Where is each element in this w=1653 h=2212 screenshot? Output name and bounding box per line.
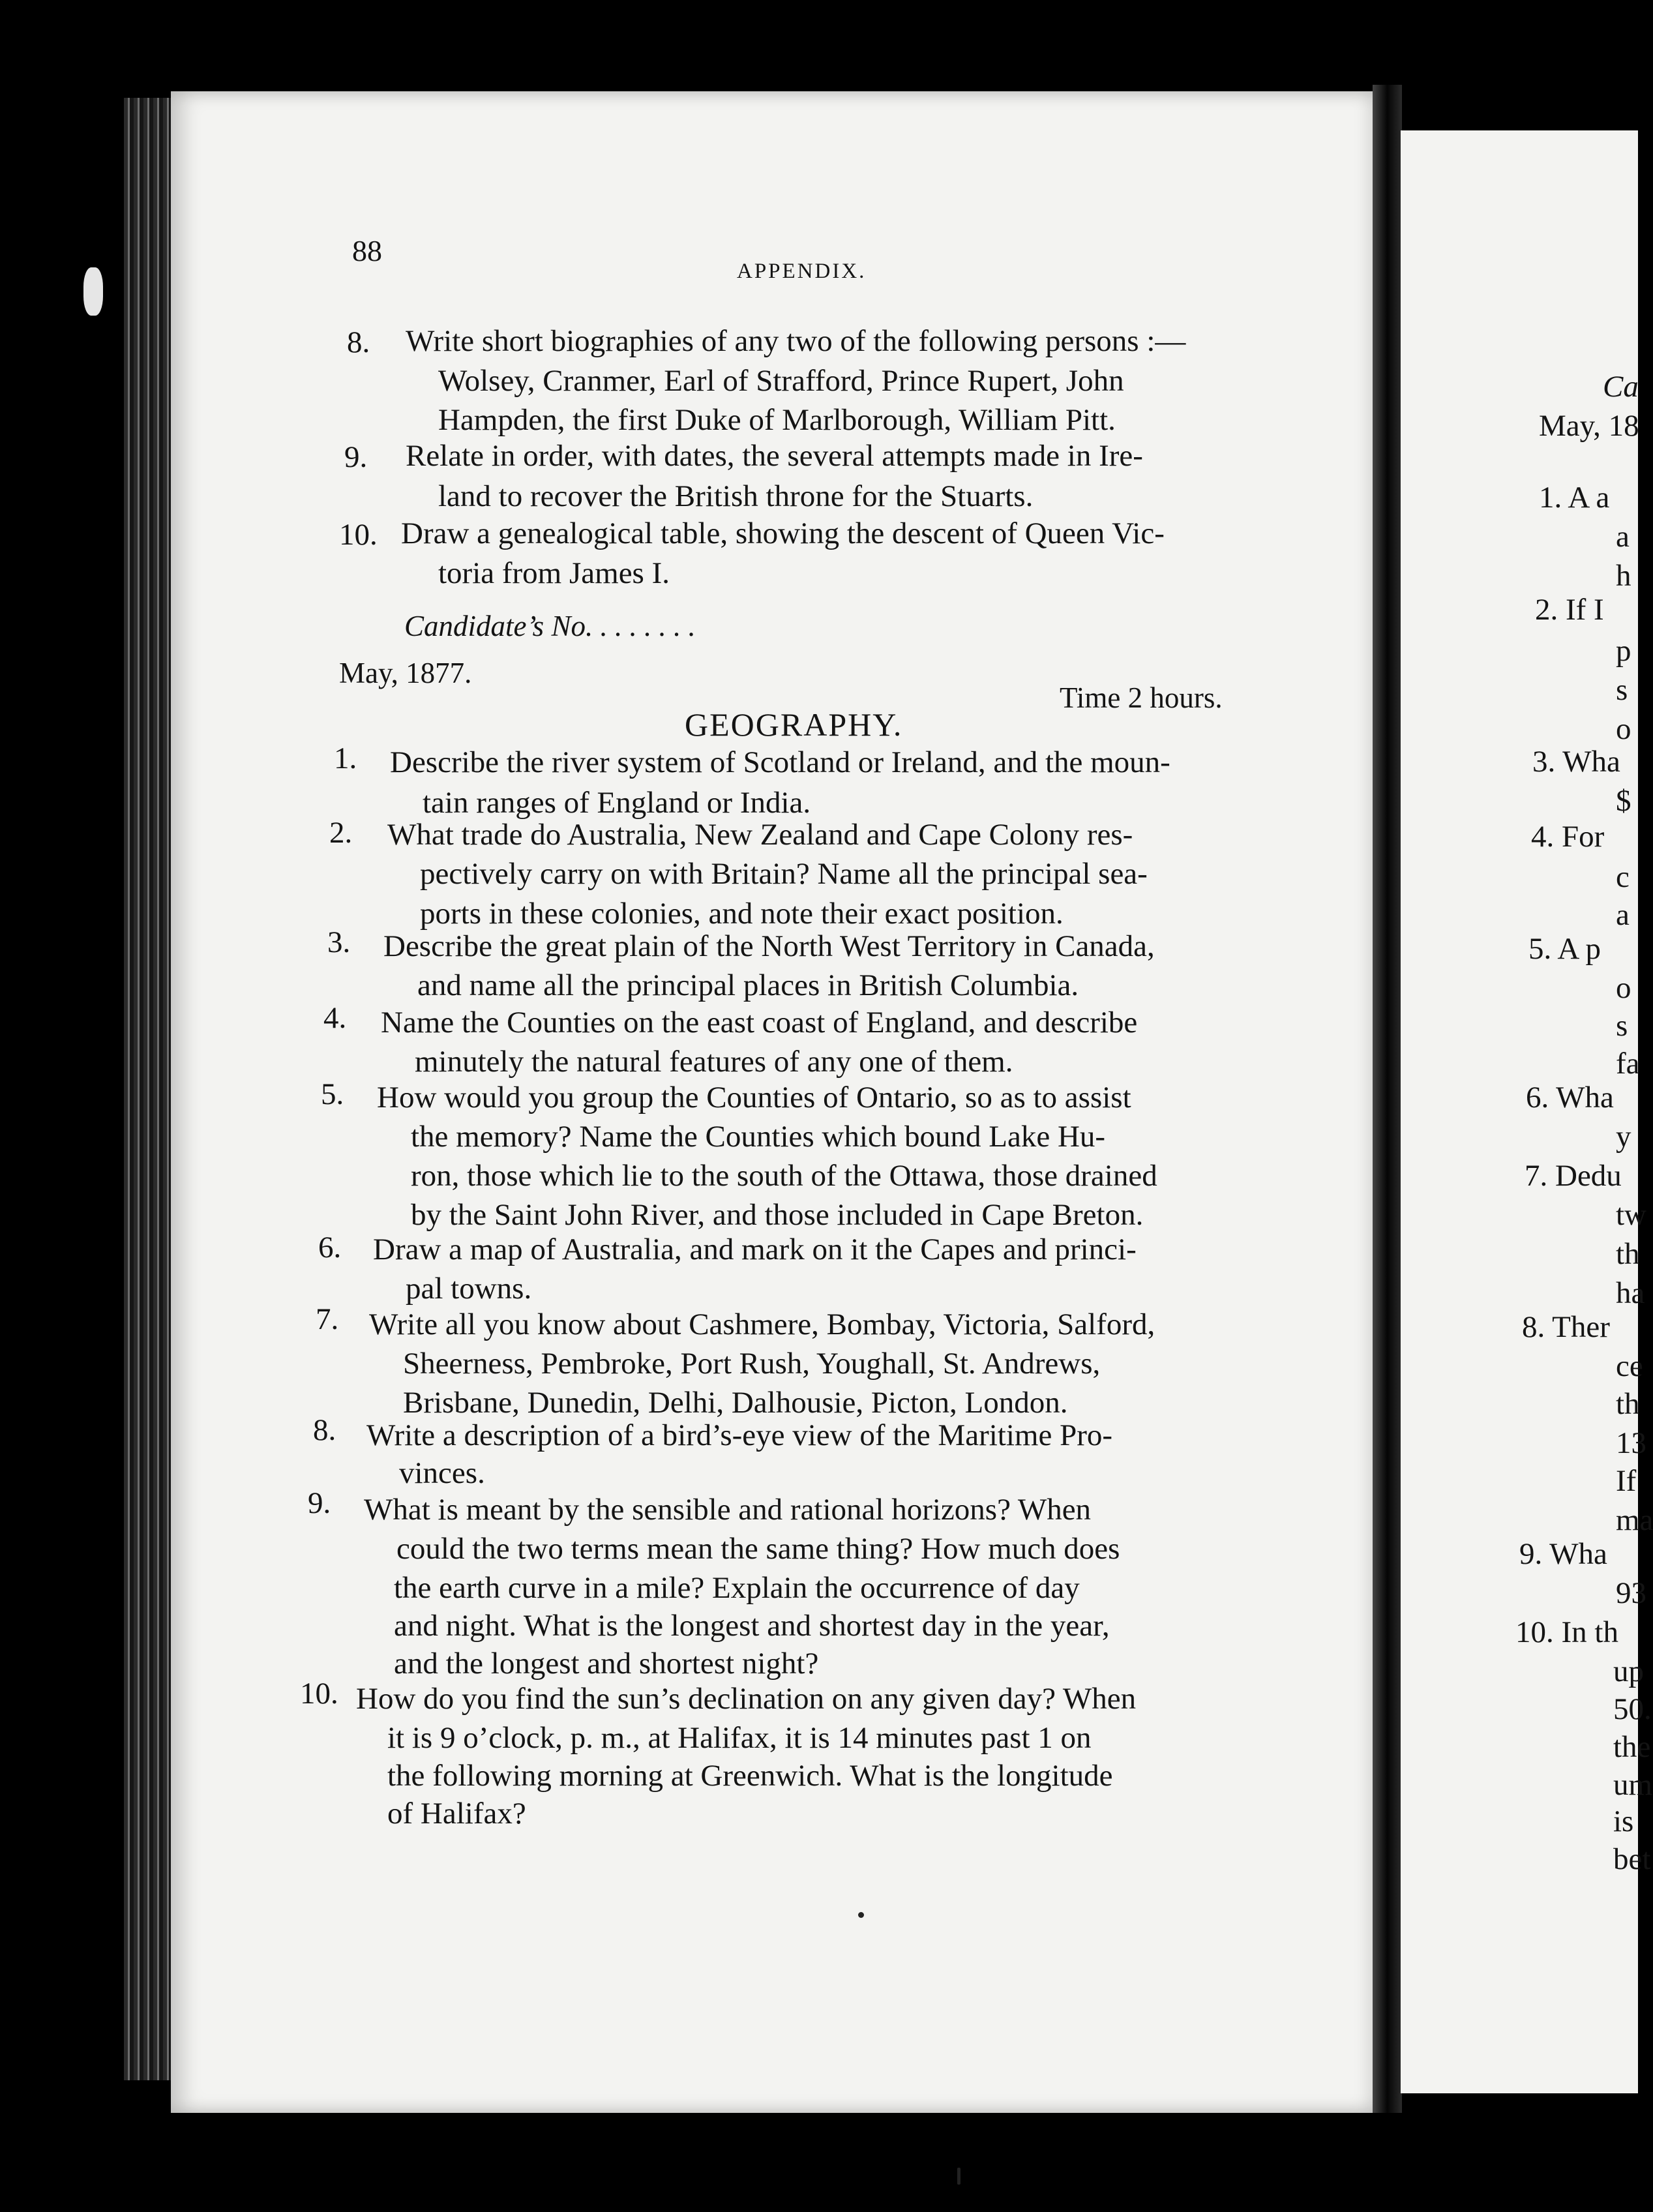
facing-text: $	[1616, 784, 1631, 818]
question-line: and night. What is the longest and shortest day in the year,	[394, 1609, 1110, 1643]
facing-text: 2. If I	[1535, 593, 1604, 627]
question-line: of Halifax?	[387, 1797, 526, 1831]
paper-fragment	[83, 267, 103, 316]
facing-page	[1401, 130, 1653, 2093]
question-line: toria from James I.	[438, 556, 670, 590]
question-line: the earth curve in a mile? Explain the occurrence of day	[394, 1571, 1080, 1605]
running-head: APPENDIX.	[737, 260, 867, 283]
question-line: by the Saint John River, and those included in Cape Breton.	[411, 1198, 1144, 1232]
question-line: Hampden, the first Duke of Marlborough, William Pitt.	[438, 403, 1116, 437]
facing-text: s	[1616, 673, 1628, 707]
page-number: 88	[352, 234, 382, 267]
question-line: Draw a map of Australia, and mark on it the Capes and princi-	[373, 1233, 1137, 1266]
question-line: What is meant by the sensible and rational horizons? When	[364, 1493, 1092, 1527]
facing-text: th	[1616, 1237, 1640, 1271]
facing-text: h	[1616, 559, 1631, 593]
facing-text: 9. Wha	[1519, 1537, 1607, 1571]
question-line: Brisbane, Dunedin, Delhi, Dalhousie, Picton, London.	[403, 1386, 1068, 1420]
question-line: Write all you know about Cashmere, Bombay, Victoria, Salford,	[369, 1308, 1155, 1341]
facing-text: up	[1613, 1654, 1644, 1688]
facing-text: If	[1616, 1464, 1637, 1498]
question-line: Relate in order, with dates, the several attempts made in Ire-	[406, 439, 1143, 473]
question-line: What trade do Australia, New Zealand and Cape Colony res-	[387, 818, 1133, 852]
question-line: Write a description of a bird’s-eye view of the Maritime Pro-	[366, 1418, 1113, 1452]
facing-text: 1. A a	[1539, 481, 1610, 515]
exam-date: May, 1877.	[339, 657, 472, 689]
facing-text: is	[1613, 1804, 1634, 1838]
facing-text: fa	[1616, 1047, 1640, 1081]
question-line: minutely the natural features of any one of them.	[415, 1045, 1013, 1079]
question-line: land to recover the British throne for the Stuarts.	[438, 479, 1034, 513]
book-spine-edge	[124, 98, 176, 2080]
facing-text: 3. Wha	[1532, 745, 1620, 779]
question-number: 9.	[308, 1486, 331, 1520]
facing-text: 10. In th	[1515, 1615, 1618, 1649]
candidate-number: Candidate’s No. . . . . . . .	[404, 610, 696, 642]
question-number: 10.	[339, 518, 378, 552]
facing-text: c	[1616, 860, 1630, 894]
question-line: Describe the river system of Scotland or Ireland, and the moun-	[390, 745, 1170, 779]
book-gutter	[1373, 85, 1402, 2113]
facing-text: o	[1616, 712, 1631, 746]
question-line: could the two terms mean the same thing? How much does	[396, 1532, 1120, 1566]
question-number: 4.	[323, 1001, 347, 1035]
question-line: tain ranges of England or India.	[423, 786, 811, 820]
question-line: and the longest and shortest night?	[394, 1647, 819, 1681]
facing-text: the	[1613, 1730, 1651, 1764]
question-line: it is 9 o’clock, p. m., at Halifax, it is 14 minutes past 1 on	[387, 1721, 1092, 1755]
question-number: 10.	[300, 1677, 338, 1711]
question-line: pectively carry on with Britain? Name all the principal sea-	[420, 857, 1148, 891]
question-line: ron, those which lie to the south of the Ottawa, those drained	[411, 1159, 1157, 1193]
question-number: 8.	[347, 325, 370, 359]
exam-time: Time 2 hours.	[1060, 681, 1223, 714]
question-line: pal towns.	[406, 1272, 532, 1306]
facing-text: 93	[1616, 1576, 1646, 1610]
facing-text: May, 18	[1539, 409, 1639, 443]
question-number: 3.	[327, 925, 351, 959]
ink-speck	[858, 1912, 864, 1918]
question-line: the following morning at Greenwich. What is the longitude	[387, 1759, 1113, 1793]
facing-text: tw	[1616, 1198, 1646, 1232]
question-number: 9.	[344, 440, 368, 474]
facing-text: bet	[1613, 1842, 1651, 1876]
question-number: 6.	[318, 1231, 342, 1264]
facing-text: 13	[1616, 1426, 1646, 1460]
facing-text: th	[1616, 1387, 1640, 1421]
question-line: Name the Counties on the east coast of England, and describe	[381, 1006, 1138, 1039]
section-title: GEOGRAPHY.	[685, 706, 903, 743]
question-line: ports in these colonies, and note their exact position.	[420, 897, 1064, 931]
question-line: Draw a genealogical table, showing the descent of Queen Vic-	[401, 516, 1165, 550]
ink-speck	[957, 2168, 961, 2185]
question-line: How would you group the Counties of Ontario, so as to assist	[377, 1081, 1131, 1114]
facing-text: a	[1616, 520, 1630, 554]
facing-text: ce	[1616, 1349, 1643, 1383]
question-line: Write short biographies of any two of the following persons :—	[406, 324, 1186, 358]
question-number: 7.	[316, 1302, 339, 1336]
facing-text: o	[1616, 971, 1631, 1005]
facing-text: ma	[1616, 1503, 1653, 1537]
question-number: 5.	[321, 1077, 344, 1111]
facing-text: Ca	[1603, 370, 1639, 404]
facing-text: 4. For	[1531, 820, 1605, 854]
question-line: Sheerness, Pembroke, Port Rush, Youghall, St. Andrews,	[403, 1347, 1101, 1381]
question-number: 1.	[334, 741, 357, 775]
facing-text: 5. A p	[1528, 932, 1601, 966]
facing-text: y	[1616, 1120, 1631, 1154]
facing-text: s	[1616, 1009, 1628, 1043]
question-line: How do you find the sun’s declination on any given day? When	[356, 1682, 1137, 1716]
facing-text: p	[1616, 634, 1631, 668]
facing-text: 7. Dedu	[1525, 1159, 1622, 1193]
question-line: and name all the principal places in British Columbia.	[417, 968, 1079, 1002]
question-line: vinces.	[399, 1456, 485, 1490]
question-number: 2.	[329, 816, 353, 850]
question-line: the memory? Name the Counties which bound Lake Hu-	[411, 1120, 1106, 1154]
question-line: Describe the great plain of the North West Territory in Canada,	[383, 929, 1155, 963]
question-number: 8.	[313, 1413, 336, 1447]
facing-text: a	[1616, 898, 1630, 932]
facing-text: 6. Wha	[1526, 1081, 1614, 1114]
question-line: Wolsey, Cranmer, Earl of Strafford, Prince Rupert, John	[438, 364, 1124, 398]
facing-text: 8. Ther	[1522, 1310, 1610, 1344]
facing-text: 50.	[1613, 1692, 1652, 1726]
facing-text: ha	[1616, 1276, 1645, 1310]
facing-text: um	[1613, 1768, 1653, 1802]
